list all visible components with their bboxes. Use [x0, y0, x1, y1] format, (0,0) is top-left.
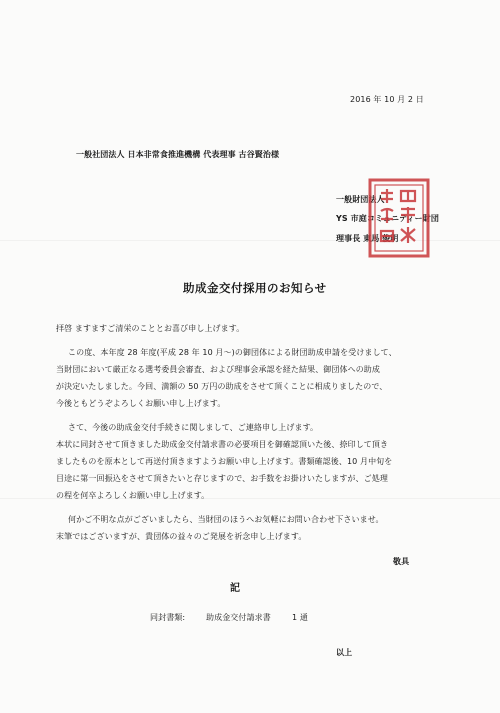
greeting: 拝啓 ますますご清栄のこととお喜び申し上げます。	[56, 324, 245, 333]
sender-org-type: 一般財団法人	[336, 195, 385, 204]
paragraph-line: 今後ともどうぞよろしくお願い申し上げます。	[56, 399, 226, 408]
letter-date: 2016 年 10 月 2 日	[350, 95, 424, 104]
enclosure-label: 同封書類:	[150, 613, 186, 622]
end-ijou: 以上	[336, 648, 353, 657]
paragraph-line: さて、今後の助成金交付手続きに関しまして、ご連絡申し上げます。	[68, 423, 319, 432]
paragraph-line: 本状に同封させて頂きました助成金交付請求書の必要項目を御確認頂いた後、捺印して頂き	[56, 440, 389, 449]
paragraph-line: が決定いたしました。今回、満額の 50 万円の助成をさせて頂くことに相成りましたので、	[56, 382, 388, 391]
enclosure-item: 助成金交付請求書	[206, 613, 271, 622]
paragraph-line: この度、本年度 28 年度(平成 28 年 10 月〜)の御団体による財団助成申請を受けまして、	[68, 348, 397, 357]
paragraph-line: の程を何卒よろしくお願い申し上げます。	[56, 491, 210, 500]
ki-marker: 記	[230, 583, 241, 594]
letter-title: 助成金交付採用のお知らせ	[183, 281, 327, 295]
sender-representative: 理事長 東馬 俊明	[336, 234, 399, 243]
paragraph-line: 目途に第一回振込をさせて頂きたいと存じますので、お手数をお掛けいたしますが、ご処理	[56, 474, 388, 483]
enclosure-count: 1 通	[292, 613, 308, 622]
recipient-name: 一般社団法人 日本非常食推進機構 代表理事 古谷賢治様	[76, 150, 280, 159]
sender-org-name: YS 市庭コミュニティー財団	[336, 214, 439, 223]
paragraph-line: 末筆ではございますが、貴団体の益々のご発展を祈念申し上げます。	[56, 532, 307, 541]
paragraph-line: 当財団において厳正なる選考委員会審査、および理事会承認を経た結果、御団体への助成	[56, 365, 380, 374]
paragraph-line: ましたものを原本として再送付頂きますようお願い申し上げます。書類確認後、10 月中旬を	[56, 457, 393, 466]
paragraph-line: 何かご不明な点がございましたら、当財団のほうへお気軽にお問い合わせ下さいませ。	[68, 515, 384, 524]
closing-keigu: 敬具	[393, 557, 410, 566]
company-seal	[367, 177, 431, 259]
